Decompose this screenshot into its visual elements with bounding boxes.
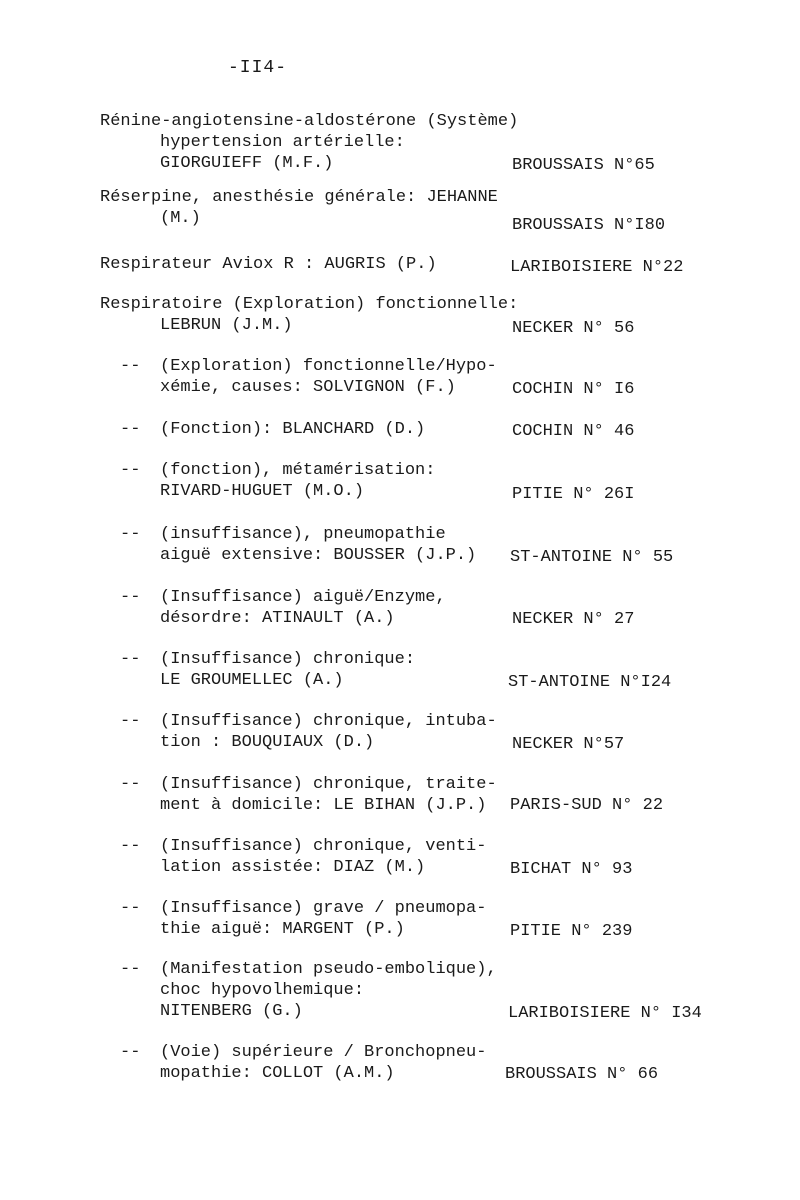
entry-reference: BROUSSAIS N° 66 <box>505 1065 659 1084</box>
entry-dash: -- <box>120 461 141 480</box>
entry-line: GIORGUIEFF (M.F.) <box>160 154 334 173</box>
entry-line: LE GROUMELLEC (A.) <box>160 671 344 690</box>
entry-dash: -- <box>120 357 141 376</box>
entry-reference: BICHAT N° 93 <box>510 860 633 879</box>
entry-line: NITENBERG (G.) <box>160 1002 303 1021</box>
entry-dash: -- <box>120 712 141 731</box>
entry-line: Respirateur Aviox R : AUGRIS (P.) <box>100 255 437 274</box>
entry-reference: COCHIN N° 46 <box>512 422 635 441</box>
entry-line: (Voie) supérieure / Bronchopneu- <box>160 1043 487 1062</box>
entry-line: hypertension artérielle: <box>160 133 405 152</box>
entry-dash: -- <box>120 525 141 544</box>
entry-reference: ST-ANTOINE N° 55 <box>510 548 674 567</box>
entry-line: tion : BOUQUIAUX (D.) <box>160 733 375 752</box>
entry-reference: LARIBOISIERE N°22 <box>510 258 684 277</box>
entry-line: thie aiguë: MARGENT (P.) <box>160 920 405 939</box>
entry-line: Respiratoire (Exploration) fonctionnelle: <box>100 295 519 314</box>
entry-line: choc hypovolhemique: <box>160 981 365 1000</box>
entry-dash: -- <box>120 588 141 607</box>
entry-dash: -- <box>120 837 141 856</box>
entry-line: mopathie: COLLOT (A.M.) <box>160 1064 395 1083</box>
entry-line: (Insuffisance) chronique: <box>160 650 416 669</box>
entry-line: (insuffisance), pneumopathie <box>160 525 446 544</box>
entry-line: xémie, causes: SOLVIGNON (F.) <box>160 378 456 397</box>
entry-dash: -- <box>120 420 141 439</box>
entry-line: aiguë extensive: BOUSSER (J.P.) <box>160 546 477 565</box>
entry-line: Rénine-angiotensine-aldostérone (Système) <box>100 112 519 131</box>
entry-line: désordre: ATINAULT (A.) <box>160 609 395 628</box>
entry-line: (Fonction): BLANCHARD (D.) <box>160 420 426 439</box>
entry-reference: NECKER N° 56 <box>512 319 635 338</box>
entry-reference: LARIBOISIERE N° I34 <box>508 1004 702 1023</box>
entry-reference: NECKER N°57 <box>512 735 625 754</box>
entry-reference: NECKER N° 27 <box>512 610 635 629</box>
entry-line: (Exploration) fonctionnelle/Hypo- <box>160 357 497 376</box>
entry-reference: PARIS-SUD N° 22 <box>510 796 664 815</box>
entry-reference: PITIE N° 239 <box>510 922 633 941</box>
entry-line: (M.) <box>160 209 201 228</box>
entry-line: (Insuffisance) chronique, venti- <box>160 837 487 856</box>
entry-reference: COCHIN N° I6 <box>512 380 635 399</box>
entry-line: RIVARD-HUGUET (M.O.) <box>160 482 365 501</box>
page-number: -II4- <box>228 58 288 78</box>
entry-line: (Insuffisance) chronique, intuba- <box>160 712 497 731</box>
entry-dash: -- <box>120 1043 141 1062</box>
entry-line: LEBRUN (J.M.) <box>160 316 293 335</box>
entry-reference: PITIE N° 26I <box>512 485 635 504</box>
entry-line: (Insuffisance) aiguë/Enzyme, <box>160 588 446 607</box>
entry-dash: -- <box>120 899 141 918</box>
entry-reference: BROUSSAIS N°I80 <box>512 216 666 235</box>
entry-line: Réserpine, anesthésie générale: JEHANNE <box>100 188 498 207</box>
entry-line: ment à domicile: LE BIHAN (J.P.) <box>160 796 487 815</box>
entry-line: lation assistée: DIAZ (M.) <box>160 858 426 877</box>
entry-line: (fonction), métamérisation: <box>160 461 436 480</box>
entry-line: (Insuffisance) chronique, traite- <box>160 775 497 794</box>
entry-dash: -- <box>120 960 141 979</box>
entry-reference: ST-ANTOINE N°I24 <box>508 673 672 692</box>
entry-line: (Manifestation pseudo-embolique), <box>160 960 497 979</box>
entry-dash: -- <box>120 775 141 794</box>
entry-dash: -- <box>120 650 141 669</box>
entry-line: (Insuffisance) grave / pneumopa- <box>160 899 487 918</box>
entry-reference: BROUSSAIS N°65 <box>512 156 655 175</box>
